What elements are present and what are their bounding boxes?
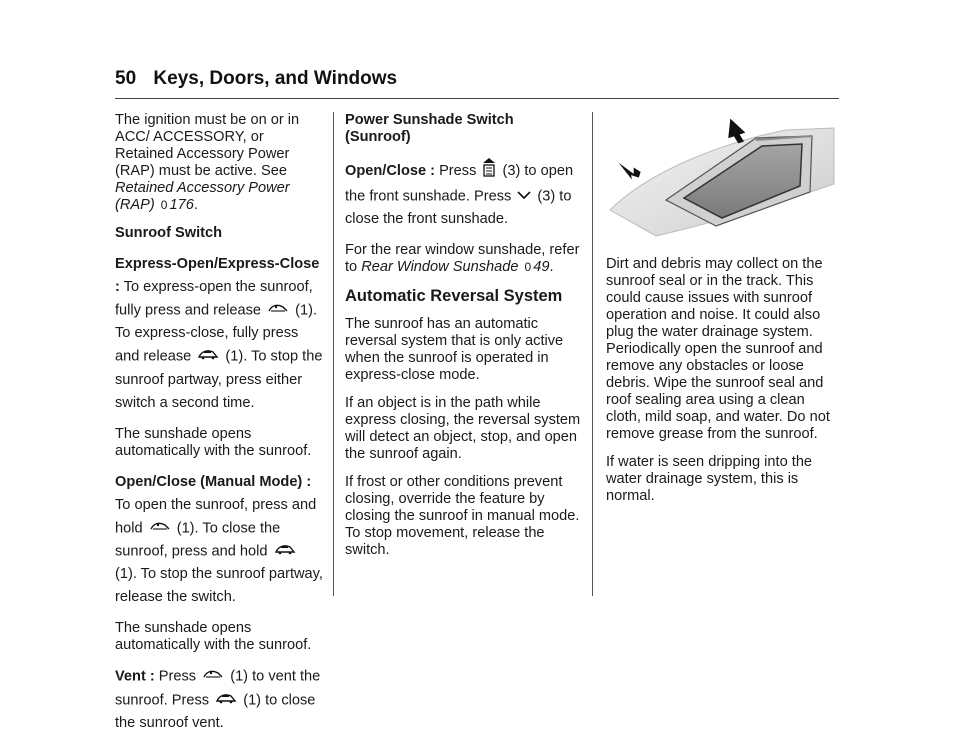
sunroof-open-icon: [149, 517, 171, 540]
column-left: [115, 112, 323, 746]
subheading-power-sunshade: Power Sunshade Switch (Sunroof): [345, 112, 514, 145]
cross-ref-page[interactable]: 176: [169, 197, 194, 213]
ignition-paragraph: The ignition must be on or in ACC/ ACCESSORY, or Retained Accessory Power (RAP) must be active. See Retained Accessory Power (RAP) 0 176.: [115, 112, 300, 213]
column-divider: [333, 112, 334, 596]
subheading-sunroof-switch: Sunroof Switch: [115, 225, 223, 241]
page-ref-arrow: 0: [160, 198, 168, 212]
page-number: 50: [115, 68, 137, 89]
sunroof-close-icon: [274, 540, 296, 563]
auto-sunshade-paragraph: The sunshade opens automatically with the sunroof.: [115, 620, 312, 654]
manual-mode-paragraph: Open/Close (Manual Mode) : To open the sunroof, press and hold (1). To close the sunroof, press and hold (1). To stop the sunroof partway, release the switch.: [115, 473, 323, 606]
auto-sunshade-paragraph: The sunshade opens automatically with the sunroof.: [115, 425, 312, 459]
reversal-paragraph: If an object is in the path while express closing, the reversal system will detect an object, stop, and open the sunroof again.: [345, 395, 581, 463]
sunroof-open-icon: [267, 299, 289, 322]
cross-ref-link[interactable]: Rear Window Sunshade: [361, 259, 519, 276]
page-header: [115, 68, 839, 90]
column-right: [606, 256, 838, 516]
debris-paragraph: Dirt and debris may collect on the sunroof seal or in the track. This could cause issues with sunroof operation and noise. It could also plug the water drainage system. Periodically open the sunroof and remove any obstacles or loose debris. Wipe the sunroof seal and roof sealing area using a clean cloth, mild soap, and water. Do not remove grease from the sunroof.: [606, 256, 830, 442]
water-paragraph: If water is seen dripping into the water drainage system, this is normal.: [606, 454, 813, 504]
express-paragraph: Express-Open/Express-Close : To express-open the sunroof, fully press and release (1). To express-close, fully press and release (1). To stop the sunroof partway, press either switch a second time.: [115, 256, 323, 411]
sunroof-close-icon: [197, 345, 219, 368]
sunshade-close-icon: [517, 185, 531, 208]
arrow-icon: [615, 163, 642, 182]
rear-sunshade-paragraph: For the rear window sunshade, refer to Rear Window Sunshade 0 49.: [345, 242, 580, 276]
sunroof-open-icon: [202, 665, 224, 688]
vent-paragraph: Vent : Press (1) to vent the sunroof. Press (1) to close the sunroof vent.: [115, 665, 323, 735]
page-title: Keys, Doors, and Windows: [153, 68, 398, 89]
sunshade-paragraph: Open/Close : Press (3) to open the front sunshade. Press (3) to close the front sunshade.: [345, 157, 581, 231]
header-rule: [115, 98, 839, 99]
cross-ref-page[interactable]: 49: [533, 259, 550, 276]
reversal-paragraph: The sunroof has an automatic reversal system that is only active when the sunroof is operated in express-close mode.: [345, 316, 564, 384]
sunroof-illustration: [606, 114, 838, 242]
reversal-paragraph: If frost or other conditions prevent closing, override the feature by closing the sunroof in manual mode. To stop movement, release the switch.: [345, 474, 580, 559]
column-divider: [592, 112, 593, 596]
section-heading: Automatic Reversal System: [345, 287, 563, 306]
cross-ref-link[interactable]: Retained Accessory Power (RAP): [115, 180, 290, 213]
page-ref-arrow: 0: [524, 260, 532, 275]
column-middle: [345, 112, 581, 570]
sunshade-open-icon: [482, 157, 496, 185]
sunroof-close-icon: [215, 689, 237, 712]
